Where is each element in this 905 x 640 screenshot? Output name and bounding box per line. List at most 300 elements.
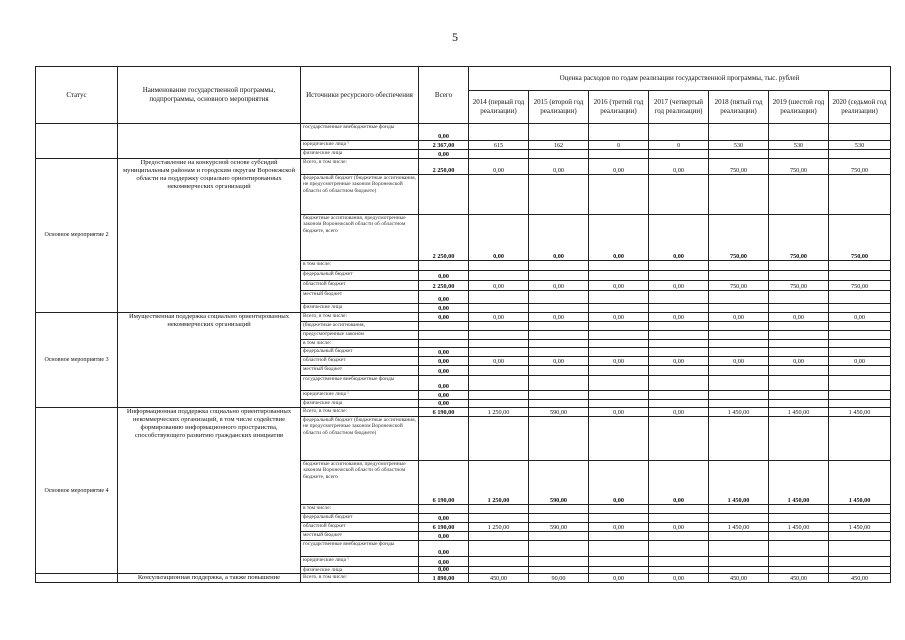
- year-value-cell: [649, 304, 709, 313]
- header-year: 2020 (седьмой год реализации): [829, 91, 891, 124]
- year-value-cell: [649, 391, 709, 400]
- year-value-cell: [709, 291, 769, 304]
- year-value-cell: [469, 417, 529, 461]
- year-value-cell: [469, 348, 529, 357]
- source-cell: федеральный бюджет (бюджетные ассигнования, не предусмотренные законом Воронежской области об областном бюджете): [301, 417, 419, 461]
- year-value-cell: [529, 124, 589, 141]
- year-value-cell: [709, 417, 769, 461]
- year-value-cell: [769, 175, 829, 215]
- source-cell: Всего, в том числе:: [301, 313, 419, 322]
- source-cell: бюджетные ассигнования, предусмотренные законом Воронежской области об областном бюджете, всего: [301, 215, 419, 261]
- year-value-cell: [589, 348, 649, 357]
- source-cell: физические лица: [301, 150, 419, 159]
- year-value-cell: [709, 514, 769, 523]
- year-value-cell: [589, 150, 649, 159]
- year-value-cell: 1 450,00: [829, 408, 891, 417]
- year-value-cell: 0,00: [589, 159, 649, 175]
- year-value-cell: [469, 124, 529, 141]
- year-value-cell: [529, 322, 589, 331]
- total-cell: 0,00: [419, 304, 469, 313]
- year-value-cell: [709, 505, 769, 514]
- total-cell: 0,00: [419, 150, 469, 159]
- year-value-cell: [829, 331, 891, 340]
- year-value-cell: [829, 124, 891, 141]
- source-cell: местный бюджет: [301, 532, 419, 541]
- year-value-cell: [769, 557, 829, 567]
- year-value-cell: [529, 400, 589, 408]
- year-value-cell: [829, 391, 891, 400]
- year-value-cell: [709, 567, 769, 574]
- year-value-cell: [709, 304, 769, 313]
- year-value-cell: [769, 340, 829, 348]
- total-cell: 2 250,00: [419, 215, 469, 261]
- year-value-cell: [469, 331, 529, 340]
- measure-name: Информационная поддержка социально ориентированных некоммерческих организаций, в том числе содействие формированию информационного пространства, способствующего развитию гражданских инициатив: [118, 408, 301, 574]
- year-value-cell: [829, 322, 891, 331]
- year-value-cell: [589, 417, 649, 461]
- year-value-cell: [649, 557, 709, 567]
- year-value-cell: 0,00: [529, 357, 589, 366]
- year-value-cell: [769, 331, 829, 340]
- year-value-cell: [529, 304, 589, 313]
- year-value-cell: 1 450,00: [769, 408, 829, 417]
- header-year: 2019 (шестой год реализации): [769, 91, 829, 124]
- year-value-cell: [469, 304, 529, 313]
- year-value-cell: 90,00: [529, 574, 589, 583]
- year-value-cell: [589, 505, 649, 514]
- year-value-cell: [769, 291, 829, 304]
- total-cell: 0,00: [419, 391, 469, 400]
- source-cell: федеральный бюджет: [301, 514, 419, 523]
- year-value-cell: 1 250,00: [469, 408, 529, 417]
- status-cell: [36, 124, 118, 159]
- year-value-cell: [709, 150, 769, 159]
- year-value-cell: 0,00: [589, 408, 649, 417]
- header-total: Всего: [419, 67, 469, 124]
- header-name: Наименование государственной программы, подпрограммы, основного мероприятия: [118, 67, 301, 124]
- total-cell: 0,00: [419, 348, 469, 357]
- year-value-cell: 162: [529, 141, 589, 150]
- total-cell: [419, 331, 469, 340]
- year-value-cell: [469, 322, 529, 331]
- year-value-cell: [829, 348, 891, 357]
- source-cell: местный бюджет: [301, 291, 419, 304]
- status-cell: Основное мероприятие 2: [36, 159, 118, 313]
- source-cell: физические лица: [301, 400, 419, 408]
- year-value-cell: [769, 391, 829, 400]
- year-value-cell: 530: [709, 141, 769, 150]
- year-value-cell: [589, 391, 649, 400]
- year-value-cell: [829, 261, 891, 271]
- year-value-cell: [769, 400, 829, 408]
- year-value-cell: [709, 261, 769, 271]
- year-value-cell: [469, 340, 529, 348]
- year-value-cell: 0,00: [589, 313, 649, 322]
- year-value-cell: [529, 331, 589, 340]
- year-value-cell: [649, 348, 709, 357]
- total-cell: 6 190,00: [419, 461, 469, 505]
- year-value-cell: [529, 175, 589, 215]
- year-value-cell: 0,00: [829, 357, 891, 366]
- total-cell: 0,00: [419, 541, 469, 557]
- year-value-cell: [469, 175, 529, 215]
- source-cell: в том числе:: [301, 261, 419, 271]
- year-value-cell: 0,00: [769, 313, 829, 322]
- year-value-cell: [529, 261, 589, 271]
- year-value-cell: 750,00: [709, 215, 769, 261]
- year-value-cell: 590,00: [529, 461, 589, 505]
- year-value-cell: 0,00: [469, 215, 529, 261]
- year-value-cell: 0,00: [769, 357, 829, 366]
- year-value-cell: [529, 348, 589, 357]
- year-value-cell: 0,00: [529, 281, 589, 291]
- year-value-cell: 1 450,00: [769, 523, 829, 532]
- year-value-cell: 0,00: [529, 215, 589, 261]
- year-value-cell: [769, 304, 829, 313]
- year-value-cell: 0,00: [469, 159, 529, 175]
- year-value-cell: [769, 124, 829, 141]
- year-value-cell: [709, 400, 769, 408]
- year-value-cell: [769, 348, 829, 357]
- year-value-cell: [529, 532, 589, 541]
- year-value-cell: 590,00: [529, 408, 589, 417]
- year-value-cell: [529, 291, 589, 304]
- year-value-cell: 450,00: [469, 574, 529, 583]
- year-value-cell: [469, 291, 529, 304]
- source-cell: юридические лица ¹: [301, 391, 419, 400]
- source-cell: федеральный бюджет (бюджетные ассигнования, не предусмотренные законом Воронежской области об областном бюджете): [301, 175, 419, 215]
- year-value-cell: [529, 505, 589, 514]
- year-value-cell: 0,00: [649, 281, 709, 291]
- year-value-cell: [829, 271, 891, 281]
- year-value-cell: [529, 567, 589, 574]
- header-year: 2015 (второй год реализации): [529, 91, 589, 124]
- table-row: [36, 159, 891, 175]
- year-value-cell: 0,00: [529, 159, 589, 175]
- year-value-cell: [769, 366, 829, 376]
- year-value-cell: [829, 532, 891, 541]
- year-value-cell: [709, 348, 769, 357]
- year-value-cell: [529, 150, 589, 159]
- year-value-cell: [589, 304, 649, 313]
- source-cell: физические лица: [301, 304, 419, 313]
- year-value-cell: [769, 567, 829, 574]
- year-value-cell: [709, 557, 769, 567]
- year-value-cell: [769, 417, 829, 461]
- year-value-cell: [589, 376, 649, 391]
- year-value-cell: [649, 331, 709, 340]
- source-cell: государственные внебюджетные фонды: [301, 376, 419, 391]
- year-value-cell: [589, 532, 649, 541]
- year-value-cell: [829, 150, 891, 159]
- source-cell: областной бюджет: [301, 523, 419, 532]
- total-cell: 0,00: [419, 400, 469, 408]
- total-cell: 6 190,00: [419, 408, 469, 417]
- year-value-cell: [709, 322, 769, 331]
- year-value-cell: [469, 391, 529, 400]
- year-value-cell: [649, 532, 709, 541]
- year-value-cell: [529, 271, 589, 281]
- total-cell: 0,00: [419, 291, 469, 304]
- year-value-cell: [649, 514, 709, 523]
- year-value-cell: [709, 175, 769, 215]
- year-value-cell: [649, 291, 709, 304]
- year-value-cell: [709, 541, 769, 557]
- year-value-cell: [649, 322, 709, 331]
- year-value-cell: 750,00: [709, 159, 769, 175]
- year-value-cell: [769, 532, 829, 541]
- year-value-cell: [529, 340, 589, 348]
- year-value-cell: 450,00: [709, 574, 769, 583]
- year-value-cell: 0,00: [589, 523, 649, 532]
- source-cell: федеральный бюджет: [301, 271, 419, 281]
- year-value-cell: 0,00: [649, 408, 709, 417]
- year-value-cell: [589, 124, 649, 141]
- year-value-cell: [469, 400, 529, 408]
- year-value-cell: [709, 376, 769, 391]
- year-value-cell: [829, 340, 891, 348]
- year-value-cell: 0,00: [469, 281, 529, 291]
- year-value-cell: 750,00: [769, 281, 829, 291]
- year-value-cell: [469, 376, 529, 391]
- year-value-cell: [769, 322, 829, 331]
- year-value-cell: [529, 514, 589, 523]
- year-value-cell: 530: [829, 141, 891, 150]
- source-cell: областной бюджет: [301, 357, 419, 366]
- year-value-cell: [649, 567, 709, 574]
- year-value-cell: [529, 391, 589, 400]
- year-value-cell: 0,00: [469, 313, 529, 322]
- year-value-cell: 1 250,00: [469, 461, 529, 505]
- year-value-cell: [829, 514, 891, 523]
- source-cell: бюджетные ассигнования, предусмотренные законом Воронежской области об областном бюджете, всего: [301, 461, 419, 505]
- year-value-cell: [769, 261, 829, 271]
- total-cell: 6 190,00: [419, 523, 469, 532]
- year-value-cell: 1 450,00: [709, 461, 769, 505]
- year-value-cell: 0,00: [649, 574, 709, 583]
- table-row: [36, 313, 891, 322]
- year-value-cell: [469, 366, 529, 376]
- budget-table: [35, 66, 891, 583]
- total-cell: 0,00: [419, 514, 469, 523]
- year-value-cell: [589, 175, 649, 215]
- source-cell: юридические лица ¹: [301, 557, 419, 567]
- year-value-cell: [589, 541, 649, 557]
- year-value-cell: [649, 541, 709, 557]
- year-value-cell: [589, 271, 649, 281]
- source-cell: Всего, в том числе:: [301, 408, 419, 417]
- table-row: [36, 124, 891, 141]
- header-year: 2016 (третий год реализации): [589, 91, 649, 124]
- year-value-cell: 0,00: [649, 215, 709, 261]
- table-row: [36, 574, 891, 583]
- year-value-cell: [469, 541, 529, 557]
- source-cell: областной бюджет: [301, 281, 419, 291]
- source-cell: Всего, в том числе:: [301, 159, 419, 175]
- status-cell: [36, 574, 118, 583]
- year-value-cell: 0,00: [589, 215, 649, 261]
- year-value-cell: [829, 557, 891, 567]
- year-value-cell: 1 450,00: [829, 461, 891, 505]
- year-value-cell: 750,00: [829, 281, 891, 291]
- year-value-cell: 0,00: [649, 461, 709, 505]
- year-value-cell: [649, 261, 709, 271]
- year-value-cell: 0,00: [649, 159, 709, 175]
- total-cell: 2 250,00: [419, 281, 469, 291]
- year-value-cell: [709, 391, 769, 400]
- total-cell: [419, 261, 469, 271]
- measure-name: Имущественная поддержка социально ориентированных некоммерческих организаций: [118, 313, 301, 408]
- year-value-cell: [829, 505, 891, 514]
- year-value-cell: [769, 376, 829, 391]
- year-value-cell: 0,00: [529, 313, 589, 322]
- year-value-cell: 1 450,00: [829, 523, 891, 532]
- year-value-cell: 530: [769, 141, 829, 150]
- year-value-cell: 0,00: [589, 281, 649, 291]
- year-value-cell: [829, 400, 891, 408]
- year-value-cell: [769, 505, 829, 514]
- total-cell: 0,00: [419, 271, 469, 281]
- year-value-cell: [829, 291, 891, 304]
- status-cell: Основное мероприятие 3: [36, 313, 118, 408]
- year-value-cell: 1 450,00: [709, 408, 769, 417]
- year-value-cell: 1 450,00: [769, 461, 829, 505]
- year-value-cell: 450,00: [829, 574, 891, 583]
- total-cell: [419, 175, 469, 215]
- year-value-cell: [829, 567, 891, 574]
- year-value-cell: 750,00: [769, 215, 829, 261]
- status-cell: Основное мероприятие 4: [36, 408, 118, 574]
- header-source: Источники ресурсного обеспечения: [301, 67, 419, 124]
- year-value-cell: [469, 271, 529, 281]
- total-cell: [419, 417, 469, 461]
- year-value-cell: [469, 514, 529, 523]
- header-year: 2018 (пятый год реализации): [709, 91, 769, 124]
- year-value-cell: 0,00: [589, 574, 649, 583]
- year-value-cell: 1 450,00: [709, 523, 769, 532]
- total-cell: 0,00: [419, 313, 469, 322]
- year-value-cell: [829, 417, 891, 461]
- total-cell: [419, 340, 469, 348]
- source-cell: государственные внебюджетные фонды: [301, 541, 419, 557]
- source-cell: Всего, в том числе:: [301, 574, 419, 583]
- year-value-cell: [649, 366, 709, 376]
- year-value-cell: [709, 331, 769, 340]
- year-value-cell: 1 250,00: [469, 523, 529, 532]
- total-cell: [419, 505, 469, 514]
- year-value-cell: [589, 400, 649, 408]
- year-value-cell: [709, 124, 769, 141]
- year-value-cell: [709, 532, 769, 541]
- year-value-cell: [649, 376, 709, 391]
- year-value-cell: [469, 261, 529, 271]
- year-value-cell: 0,00: [649, 313, 709, 322]
- total-cell: 0,00: [419, 567, 469, 574]
- table-body: [36, 124, 891, 583]
- measure-name: Консультационная поддержка, а также повышение: [118, 574, 301, 583]
- total-cell: [419, 322, 469, 331]
- year-value-cell: 0,00: [649, 357, 709, 366]
- total-cell: 0,00: [419, 357, 469, 366]
- year-value-cell: [649, 417, 709, 461]
- source-cell: государственные внебюджетные фонды: [301, 124, 419, 141]
- header-year: 2017 (четвертый год реализации): [649, 91, 709, 124]
- year-value-cell: [469, 505, 529, 514]
- header-status: Статус: [36, 67, 118, 124]
- year-value-cell: 450,00: [769, 574, 829, 583]
- year-value-cell: 615: [469, 141, 529, 150]
- year-value-cell: [649, 271, 709, 281]
- year-value-cell: [469, 557, 529, 567]
- source-cell: предусмотренные законом: [301, 331, 419, 340]
- year-value-cell: [589, 557, 649, 567]
- year-value-cell: 750,00: [829, 159, 891, 175]
- year-value-cell: [769, 271, 829, 281]
- header-estimate: Оценка расходов по годам реализации государственной программы, тыс. рублей: [469, 67, 891, 91]
- year-value-cell: [829, 366, 891, 376]
- year-value-cell: [829, 175, 891, 215]
- year-value-cell: [469, 567, 529, 574]
- year-value-cell: [529, 366, 589, 376]
- total-cell: 0,00: [419, 376, 469, 391]
- total-cell: 2 250,00: [419, 159, 469, 175]
- total-cell: 1 890,00: [419, 574, 469, 583]
- year-value-cell: [529, 541, 589, 557]
- year-value-cell: [589, 366, 649, 376]
- year-value-cell: [769, 150, 829, 159]
- year-value-cell: [709, 340, 769, 348]
- measure-name: [118, 124, 301, 159]
- total-cell: 0,00: [419, 532, 469, 541]
- source-cell: в том числе:: [301, 340, 419, 348]
- year-value-cell: [469, 532, 529, 541]
- source-cell: в том числе:: [301, 505, 419, 514]
- year-value-cell: 750,00: [709, 281, 769, 291]
- measure-name: Предоставление на конкурсной основе субсидий муниципальным районам и городским округам Воронежской области на поддержку социально ориентированных некоммерческих организаций: [118, 159, 301, 313]
- year-value-cell: 0,00: [829, 313, 891, 322]
- year-value-cell: [469, 150, 529, 159]
- total-cell: 0,00: [419, 124, 469, 141]
- year-value-cell: 0,00: [589, 461, 649, 505]
- year-value-cell: [649, 150, 709, 159]
- source-cell: юридические лица ¹: [301, 141, 419, 150]
- total-cell: 0,00: [419, 557, 469, 567]
- year-value-cell: [769, 541, 829, 557]
- source-cell: физические лица: [301, 567, 419, 574]
- year-value-cell: [589, 291, 649, 304]
- table-row: [36, 408, 891, 417]
- total-cell: 2 367,00: [419, 141, 469, 150]
- year-value-cell: [589, 567, 649, 574]
- year-value-cell: [709, 366, 769, 376]
- header-year: 2014 (первый год реализации): [469, 91, 529, 124]
- year-value-cell: 590,00: [529, 523, 589, 532]
- year-value-cell: 0,00: [709, 357, 769, 366]
- year-value-cell: [829, 304, 891, 313]
- year-value-cell: [529, 376, 589, 391]
- source-cell: местный бюджет: [301, 366, 419, 376]
- year-value-cell: 750,00: [829, 215, 891, 261]
- year-value-cell: [529, 417, 589, 461]
- year-value-cell: [829, 376, 891, 391]
- year-value-cell: 0: [649, 141, 709, 150]
- source-cell: (бюджетные ассигнования,: [301, 322, 419, 331]
- year-value-cell: [649, 124, 709, 141]
- page-number: 5: [452, 30, 458, 44]
- year-value-cell: [769, 514, 829, 523]
- year-value-cell: 0,00: [589, 357, 649, 366]
- year-value-cell: 0,00: [709, 313, 769, 322]
